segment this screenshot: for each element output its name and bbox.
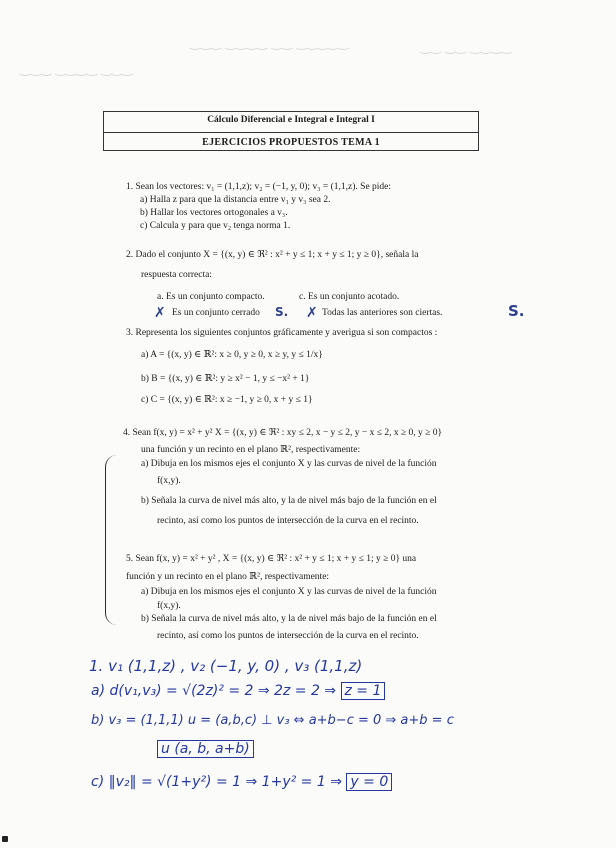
handwritten-brace bbox=[105, 455, 120, 625]
exercise-4-a: a) Dibuja en los mismos ejes el conjunto X y las curvas de nivel de la función bbox=[141, 459, 437, 469]
exercise-5-stem: 5. Sean f(x, y) = x² + y² , X = {(x, y) ∈ ℜ² : x² + y ≤ 1; x + y ≤ 1; y ≥ 0} una bbox=[126, 554, 417, 564]
handwritten-line-5 bbox=[91, 774, 392, 790]
exercise-5-b: b) Señala la curva de nivel más alto, y la de nivel más bajo de la función en el bbox=[141, 614, 437, 624]
exercise-1-c: c) Calcula y para que v₂ tenga norma 1. bbox=[140, 221, 291, 231]
handwritten-line-3: b) v₃ = (1,1,1) u = (a,b,c) ⊥ v₃ ⇔ a+b−c = 0 ⇒ a+b = c bbox=[91, 713, 454, 728]
cross-mark-icon: ✗ bbox=[306, 305, 318, 321]
course-title: Cálculo Diferencial e Integral e Integral I bbox=[207, 115, 375, 125]
exercise-3-stem: 3. Representa los siguientes conjuntos gráficamente y averigua si son compactos : bbox=[126, 328, 438, 338]
exercise-2-stem-2: respuesta correcta: bbox=[141, 270, 212, 280]
handwritten-note-b: S. bbox=[275, 305, 289, 319]
bleed-through-text: ‿‿‿ ‿‿‿‿ ‿‿‿ bbox=[20, 62, 133, 77]
exercise-4-stem: 4. Sean f(x, y) = x² + y² X = {(x, y) ∈ ℜ² : xy ≤ 2, x − y ≤ 2, y − x ≤ 2, x ≥ 0, y ≥ 0} bbox=[123, 428, 443, 438]
exercise-1-stem: 1. Sean los vectores: v₁ = (1,1,z); v₂ = (−1, y, 0); v₃ = (1,1,z). Se pide: bbox=[126, 182, 392, 192]
exercise-3-c: c) C = {(x, y) ∈ ℝ²: x ≥ −1, y ≥ 0, x + y ≤ 1} bbox=[141, 395, 313, 405]
exercise-5-b-cont: recinto, así como los puntos de intersección de la curva en el recinto. bbox=[157, 631, 419, 641]
exercise-set-title: EJERCICIOS PROPUESTOS TEMA 1 bbox=[202, 137, 380, 148]
boxed-answer: z = 1 bbox=[341, 682, 386, 700]
exercise-1-b: b) Hallar los vectores ortogonales a v₃. bbox=[140, 208, 288, 218]
exercise-2-option-b: Es un conjunto cerrado bbox=[172, 308, 260, 318]
exercise-4-b: b) Señala la curva de nivel más alto, y la de nivel más bajo de la función en el bbox=[141, 496, 437, 506]
handwritten-line-2-text: a) d(v₁,v₃) = √(2z)² = 2 ⇒ 2z = 2 ⇒ bbox=[91, 683, 337, 699]
handwritten-line-2 bbox=[91, 683, 385, 699]
exercise-5-a: a) Dibuja en los mismos ejes el conjunto X y las curvas de nivel de la función bbox=[141, 587, 437, 597]
scan-edge-mark bbox=[2, 836, 8, 842]
exercise-4-stem-2: una función y un recinto en el plano ℝ², respectivamente: bbox=[141, 445, 361, 455]
handwritten-note-d: S. bbox=[508, 302, 525, 320]
handwritten-line-1: 1. v₁ (1,1,z) , v₂ (−1, y, 0) , v₃ (1,1,z) bbox=[89, 657, 363, 675]
exercise-4-a-cont: f(x,y). bbox=[157, 476, 181, 486]
exercise-4-b-cont: recinto, así como los puntos de intersección de la curva en el recinto. bbox=[157, 516, 419, 526]
boxed-answer: y = 0 bbox=[346, 773, 392, 791]
header-box bbox=[103, 111, 479, 151]
handwritten-line-4 bbox=[157, 741, 254, 757]
exercise-2-stem: 2. Dado el conjunto X = {(x, y) ∈ ℜ² : x² + y ≤ 1; x + y ≤ 1; y ≥ 0}, señala la bbox=[126, 250, 419, 260]
exercise-1-a: a) Halla z para que la distancia entre v₁ y v₃ sea 2. bbox=[140, 195, 331, 205]
bleed-through-text: ‿‿‿ ‿‿‿‿ ‿‿ ‿‿‿‿‿ bbox=[190, 36, 349, 51]
exercise-2-option-d: Todas las anteriores son ciertas. bbox=[322, 308, 443, 318]
boxed-answer: u (a, b, a+b) bbox=[157, 740, 254, 758]
exercise-3-b: b) B = {(x, y) ∈ ℝ²: y ≥ x² − 1, y ≤ −x² + 1} bbox=[141, 374, 310, 384]
exercise-2-option-a: a. Es un conjunto compacto. bbox=[157, 292, 265, 302]
exercise-5-stem-2: función y un recinto en el plano ℝ², respectivamente: bbox=[126, 572, 330, 582]
exercise-3-a: a) A = {(x, y) ∈ ℝ²: x ≥ 0, y ≥ 0, x ≥ y, y ≤ 1/x} bbox=[141, 350, 323, 360]
exercise-5-a-cont: f(x,y). bbox=[157, 601, 181, 611]
exercise-2-option-c: c. Es un conjunto acotado. bbox=[299, 292, 400, 302]
header-divider bbox=[104, 132, 478, 133]
bleed-through-text: ‿‿ ‿‿ ‿‿‿‿ bbox=[420, 40, 512, 55]
handwritten-line-5-text: c) ‖v₂‖ = √(1+y²) = 1 ⇒ 1+y² = 1 ⇒ bbox=[91, 774, 342, 790]
cross-mark-icon: ✗ bbox=[154, 305, 166, 321]
